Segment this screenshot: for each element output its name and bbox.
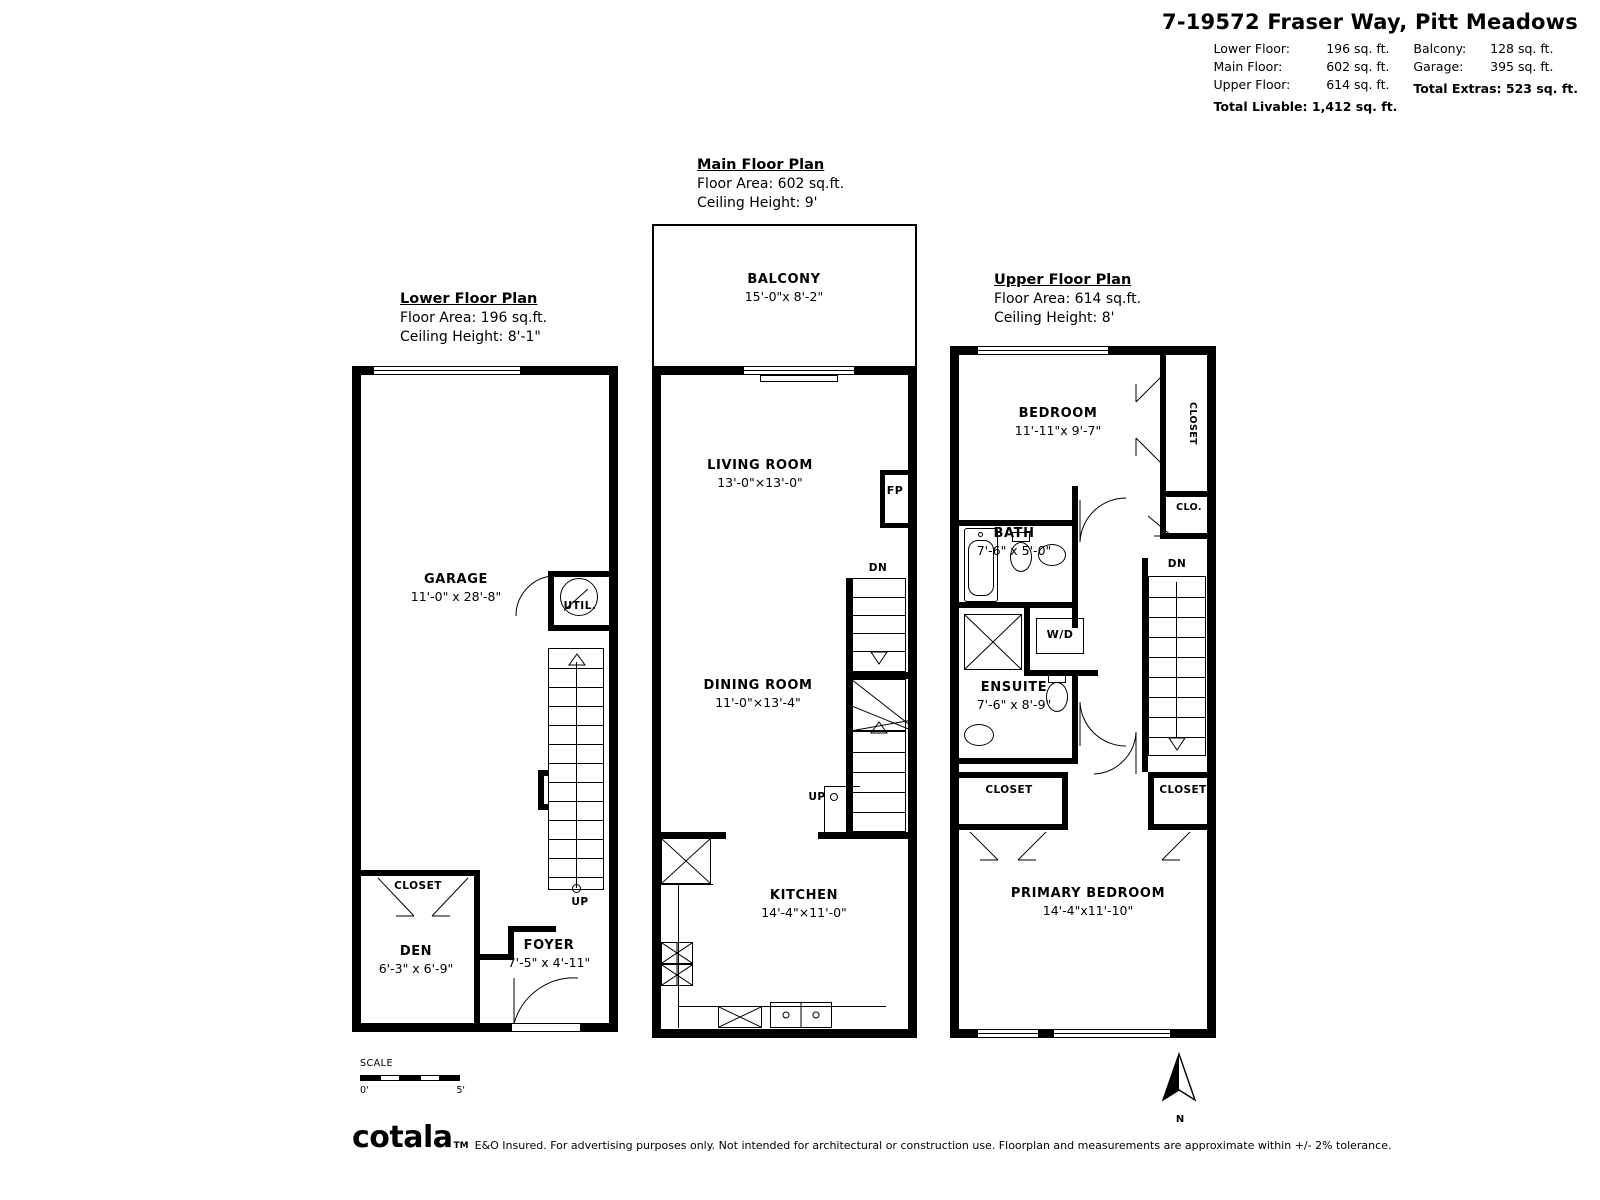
scale-endpoints xyxy=(360,1085,465,1096)
wall-closet-left-right xyxy=(1062,772,1068,830)
room-dim: 7'-6" x 8'-9" xyxy=(976,697,1052,712)
room-ensuite xyxy=(956,680,1072,712)
wall-closet-right-left xyxy=(1148,772,1154,830)
upper-floor-plan xyxy=(950,346,1216,1038)
lower-plan-area: Floor Area: 196 sq.ft. xyxy=(400,310,548,326)
upper-staircase xyxy=(1148,576,1206,756)
wall-right xyxy=(609,366,618,1032)
fireplace-label: FP xyxy=(886,484,904,497)
counter-edge-top xyxy=(661,884,713,885)
room-dim: 11'-0" x 28'-8" xyxy=(410,589,502,604)
area-label: Lower Floor: xyxy=(1213,41,1290,56)
room-name: DEN xyxy=(399,944,433,959)
wd-label: W/D xyxy=(1046,628,1074,641)
lower-plan-heading xyxy=(400,291,547,345)
lower-plan-ceiling: Ceiling Height: 8'-1" xyxy=(400,329,541,345)
closet-left-label: CLOSET xyxy=(985,784,1033,796)
stair-up-arrow xyxy=(566,652,588,668)
page-title: 7-19572 Fraser Way, Pitt Meadows xyxy=(1162,10,1578,34)
lower-floor-plan xyxy=(352,366,618,1032)
room-name: BALCONY xyxy=(747,272,821,287)
utility-label: UTIL. xyxy=(563,600,597,612)
wall-den-right2 xyxy=(474,960,480,1023)
area-value: 602 sq. ft. xyxy=(1326,59,1390,74)
room-den xyxy=(360,944,472,976)
compass-rose xyxy=(1145,1052,1215,1124)
area-label: Balcony: xyxy=(1413,41,1467,56)
wall-ensuite-bottom xyxy=(950,758,1078,764)
closet-right-door xyxy=(1156,830,1192,864)
area-row xyxy=(1213,41,1397,56)
brand-trademark: TM xyxy=(453,1141,469,1151)
ensuite-sink xyxy=(964,724,994,746)
scale-graphic xyxy=(360,1072,460,1084)
garage-door-line xyxy=(374,370,520,371)
wall-right xyxy=(908,366,917,1038)
area-label: Upper Floor: xyxy=(1213,77,1291,92)
room-name: BEDROOM xyxy=(1018,406,1098,421)
stair-rail xyxy=(824,786,860,787)
room-foyer xyxy=(490,938,608,970)
closet-left-door-a xyxy=(968,830,1004,864)
area-value: 614 sq. ft. xyxy=(1326,77,1390,92)
total-livable: Total Livable: 1,412 sq. ft. xyxy=(1213,99,1398,114)
clo-label: CLO. xyxy=(1176,502,1202,513)
room-dim: 14'-4"x11'-10" xyxy=(1042,903,1134,918)
bedroom-closet-door-a xyxy=(1132,372,1166,406)
wall-closet-left-top xyxy=(950,772,1068,778)
upper-plan-area: Floor Area: 614 sq.ft. xyxy=(994,291,1142,307)
balcony-door-line xyxy=(744,370,854,371)
header xyxy=(1162,10,1578,114)
area-row xyxy=(1413,41,1578,56)
stair-run-line xyxy=(576,662,577,888)
room-name: GARAGE xyxy=(424,572,488,587)
window-primary-a-line xyxy=(978,1033,1038,1034)
main-plan-title: Main Floor Plan xyxy=(697,157,825,173)
scale-start: 0' xyxy=(360,1085,369,1096)
main-plan-heading xyxy=(697,157,844,211)
room-dim: 6'-3" x 6'-9" xyxy=(378,961,454,976)
disclaimer-text: E&O Insured. For advertising purposes only. Not intended for architectural or construction use. Floorplan and measurements are approximate within +/- 2% tolerance. xyxy=(474,1139,1392,1152)
wall-wd-left xyxy=(1024,608,1030,676)
area-label: Garage: xyxy=(1413,59,1464,74)
scale-end: 5' xyxy=(456,1085,465,1096)
room-dim: 13'-0"×13'-0" xyxy=(717,475,803,490)
main-up-label: UP xyxy=(808,791,826,803)
kitchen-sink xyxy=(770,1002,832,1028)
area-value: 395 sq. ft. xyxy=(1490,59,1554,74)
room-bath xyxy=(958,526,1070,558)
main-plan-ceiling: Ceiling Height: 9' xyxy=(697,195,818,211)
kitchen-upper-cabinet xyxy=(661,838,711,884)
room-name: BATH xyxy=(993,526,1035,541)
wall-landing xyxy=(846,672,908,679)
upper-dn-label: DN xyxy=(1167,558,1187,570)
room-dim: 11'-0"×13'-4" xyxy=(715,695,801,710)
clo-door xyxy=(1146,514,1176,540)
room-dim: 7'-5" x 4'-11" xyxy=(507,955,591,970)
cooktop-burner-a xyxy=(661,942,693,964)
wall-den-right xyxy=(474,870,480,960)
lower-up-label: UP xyxy=(571,896,589,908)
wall-left xyxy=(652,366,661,1038)
room-dim: 15'-0"x 8'-2" xyxy=(744,289,824,304)
area-summary-table xyxy=(1162,41,1578,114)
room-dim: 11'-11"x 9'-7" xyxy=(1014,423,1102,438)
bedroom-closet-label: CLOSET xyxy=(1187,401,1198,445)
stair-down-arrow xyxy=(868,648,890,666)
compass-north-label: N xyxy=(1175,1114,1185,1125)
main-stair-up xyxy=(852,731,906,832)
main-floor-plan xyxy=(652,366,917,1038)
upper-plan-title: Upper Floor Plan xyxy=(994,272,1132,288)
window-primary-b-line xyxy=(1054,1033,1170,1034)
wall-right xyxy=(1207,346,1216,1038)
room-primary-bedroom xyxy=(978,886,1198,918)
room-name: KITCHEN xyxy=(769,888,839,903)
area-row xyxy=(1213,77,1397,92)
room-bedroom xyxy=(968,406,1148,438)
window-bedroom-line xyxy=(978,350,1108,351)
wall-bath-bottom xyxy=(950,602,1078,608)
wall-bed-closet-bottom xyxy=(1160,491,1216,497)
wall-stair-bottom xyxy=(846,832,908,839)
room-dim: 14'-4"×11'-0" xyxy=(761,905,847,920)
cooktop-burner-b xyxy=(661,964,693,986)
room-name: ENSUITE xyxy=(980,680,1048,695)
upper-stair-run-line xyxy=(1176,582,1177,738)
wall-util-bottom xyxy=(548,625,609,631)
room-living xyxy=(670,458,850,490)
wall-foyer-top2 xyxy=(508,926,556,932)
scale-caption: SCALE xyxy=(360,1058,393,1069)
upper-stair-down-arrow xyxy=(1166,734,1188,752)
total-extras: Total Extras: 523 sq. ft. xyxy=(1413,81,1578,96)
area-column-livable xyxy=(1213,41,1397,114)
footer xyxy=(352,1120,1391,1155)
scale-bar xyxy=(360,1058,465,1096)
room-dining xyxy=(668,678,848,710)
bath-door xyxy=(1078,496,1130,546)
area-column-extras xyxy=(1413,41,1578,114)
area-label: Main Floor: xyxy=(1213,59,1283,74)
compass-icon xyxy=(1145,1052,1215,1110)
fireplace-wall-bottom xyxy=(880,523,908,528)
room-dim: 7'-6" x 5'-0" xyxy=(976,543,1052,558)
room-name: LIVING ROOM xyxy=(707,458,813,473)
room-name: FOYER xyxy=(523,938,575,953)
hall-door xyxy=(1090,730,1138,778)
closet-right-label: CLOSET xyxy=(1159,784,1207,796)
stair-up-arrow-main xyxy=(868,720,890,736)
front-door-swing xyxy=(512,976,582,1026)
brand-logo: cotala xyxy=(352,1120,453,1155)
stair-up-dot xyxy=(572,884,581,893)
bedroom-closet-door-b xyxy=(1132,434,1166,468)
area-row xyxy=(1413,59,1578,74)
area-value: 196 sq. ft. xyxy=(1326,41,1390,56)
dishwasher xyxy=(718,1006,762,1028)
room-garage xyxy=(376,572,536,604)
wall-bottom xyxy=(652,1029,917,1038)
room-kitchen xyxy=(714,888,894,920)
upper-plan-ceiling: Ceiling Height: 8' xyxy=(994,310,1115,326)
shower-stall xyxy=(964,614,1022,670)
wall-util-top xyxy=(548,571,609,577)
room-name: PRIMARY BEDROOM xyxy=(1010,886,1166,901)
room-name: DINING ROOM xyxy=(703,678,813,693)
main-dn-label: DN xyxy=(868,562,888,574)
wall-left xyxy=(352,366,361,1032)
stair-up-dot-main xyxy=(830,793,838,801)
area-row xyxy=(1213,59,1397,74)
fireplace-wall-side xyxy=(880,470,885,528)
lower-closet-label: CLOSET xyxy=(394,880,442,892)
main-plan-area: Floor Area: 602 sq.ft. xyxy=(697,176,845,192)
room-balcony xyxy=(668,272,900,304)
area-value: 128 sq. ft. xyxy=(1490,41,1554,56)
upper-plan-heading xyxy=(994,272,1141,326)
lower-plan-title: Lower Floor Plan xyxy=(400,291,538,307)
wall-kitchen-top2 xyxy=(818,832,852,839)
wall-closet-right-top xyxy=(1148,772,1216,778)
balcony-slider-panel xyxy=(760,375,838,382)
closet-left-door-b xyxy=(1012,830,1048,864)
